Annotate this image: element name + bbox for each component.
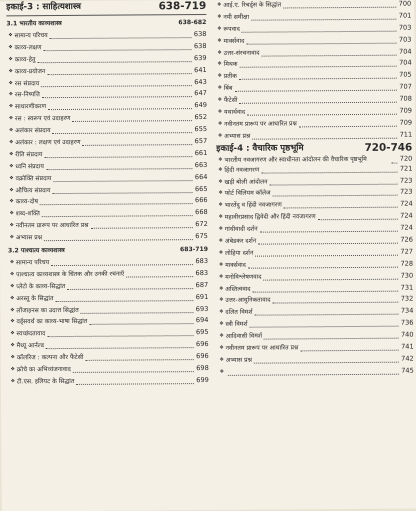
toc-entry-title: बिंब xyxy=(223,85,233,93)
bullet-icon: ❖ xyxy=(218,237,224,244)
bullet-icon: ❖ xyxy=(218,156,223,163)
dot-leader xyxy=(239,61,397,68)
dot-leader xyxy=(261,166,398,173)
toc-entry-title: शब्द-शक्ति xyxy=(15,210,40,218)
toc-entry-title: स्त्री विमर्श xyxy=(225,320,248,329)
unit-4-toc xyxy=(216,154,414,378)
dot-leader xyxy=(46,342,194,349)
toc-entry-title: पाश्चात्य काव्यशास्त्र के चिंतक और उनकी रचनाएँ xyxy=(16,270,125,279)
dot-leader xyxy=(37,56,192,63)
toc-entry-title: हिंदी नवजागरण xyxy=(224,166,260,174)
dot-leader xyxy=(239,97,397,104)
toc-entry-page: 711 xyxy=(399,130,413,139)
right-column xyxy=(215,0,415,510)
bullet-icon: ❖ xyxy=(10,306,15,313)
left-toc xyxy=(6,16,209,388)
toc-entry-title: मार्क्सवाद xyxy=(225,261,246,269)
bullet-icon: ❖ xyxy=(10,378,16,385)
toc-entry-page: 672 xyxy=(195,220,208,229)
toc-entry-page: 664 xyxy=(194,172,208,181)
bullet-icon: ❖ xyxy=(217,73,223,80)
toc-entry-page: 649 xyxy=(194,101,207,110)
toc-entry-title: फैंटेसी xyxy=(223,96,238,105)
bullet-icon: ❖ xyxy=(9,186,14,193)
dot-leader xyxy=(47,330,194,337)
bullet-icon: ❖ xyxy=(218,261,224,268)
toc-entry-title: लोहिया दर्शन xyxy=(224,249,254,257)
dot-leader xyxy=(67,283,193,290)
bullet-icon: ❖ xyxy=(219,344,224,351)
toc-entry-page: 709 xyxy=(399,118,413,127)
toc-entry-page: 701 xyxy=(398,11,412,20)
bullet-icon: ❖ xyxy=(8,79,14,86)
bullet-icon: ❖ xyxy=(9,175,14,182)
toc-entry-page: 661 xyxy=(194,148,208,157)
dot-leader xyxy=(242,25,397,32)
dot-leader xyxy=(264,333,399,340)
toc-entry-page: 728 xyxy=(400,259,414,268)
bullet-icon: ❖ xyxy=(8,91,14,98)
toc-entry-page: 721 xyxy=(399,164,413,173)
bullet-icon: ❖ xyxy=(10,295,15,302)
dot-leader xyxy=(252,132,397,139)
toc-entry-title: मिथक xyxy=(223,61,238,69)
toc-entry-title: नवीनतम प्रारूप पर आधारित प्रश्न xyxy=(224,120,297,128)
toc-entry-title: लोंजाइनस का उदात्त सिद्धांत xyxy=(16,306,79,314)
bullet-icon: ❖ xyxy=(218,214,223,221)
toc-entry-title: मैथ्यू आर्नल्ड xyxy=(16,342,45,350)
unit-3-title: इकाई-3 : साहित्यशास्त्र xyxy=(6,1,82,13)
section-title: पाश्चात्य काव्यशास्त्र xyxy=(20,247,65,255)
toc-entry-title: औचित्य संप्रदाय xyxy=(15,186,51,194)
bullet-icon: ❖ xyxy=(9,222,15,229)
toc-entry-title: प्लेटो के काव्य-सिद्धांत xyxy=(16,282,66,291)
dot-leader xyxy=(246,37,397,44)
bullet-icon: ❖ xyxy=(8,139,14,146)
section-title: भारतीय काव्यशास्त्र xyxy=(19,20,62,28)
bullet-icon: ❖ xyxy=(8,127,14,134)
bullet-icon: ❖ xyxy=(9,198,14,205)
bullet-icon: ❖ xyxy=(219,297,224,304)
dot-leader xyxy=(40,199,193,206)
dot-leader xyxy=(73,366,194,373)
bullet-icon: ❖ xyxy=(219,333,224,340)
toc-entry-page: 641 xyxy=(194,65,207,74)
bullet-icon: ❖ xyxy=(9,234,15,241)
toc-entry-title: अरस्तू के सिद्धांत xyxy=(16,294,54,303)
dot-leader xyxy=(284,202,398,209)
toc-entry-page: 741 xyxy=(401,342,414,351)
toc-entry-title: काव्य-लक्षण xyxy=(14,44,42,52)
dot-leader xyxy=(258,238,398,245)
toc-entry-title: ध्वनि संप्रदाय xyxy=(15,162,44,171)
bullet-icon: ❖ xyxy=(9,271,15,278)
dot-leader xyxy=(300,345,399,352)
bullet-icon: ❖ xyxy=(217,25,222,32)
toc-entry-title: अभ्यास प्रश्न xyxy=(224,132,251,140)
dot-leader xyxy=(52,187,193,194)
dot-leader xyxy=(42,210,193,217)
toc-entry-title: रूपवाद xyxy=(223,25,240,33)
toc-entry-page: 647 xyxy=(194,89,207,98)
toc-entry-title: फोर्ट विलियम कॉलेज xyxy=(224,190,271,198)
toc-entry-page: 700 xyxy=(398,0,412,8)
bullet-icon: ❖ xyxy=(217,132,223,139)
dot-leader xyxy=(272,297,398,304)
dot-leader xyxy=(255,250,398,257)
bullet-icon: ❖ xyxy=(218,273,224,280)
toc-entry-page: 731 xyxy=(400,283,414,292)
bullet-icon: ❖ xyxy=(217,120,223,127)
dot-leader xyxy=(46,163,193,170)
dot-leader xyxy=(299,121,398,128)
right-toc-continued xyxy=(215,0,412,143)
bullet-icon: ❖ xyxy=(217,61,222,68)
bullet-icon: ❖ xyxy=(218,178,223,185)
toc-entry-title: रीति संप्रदाय xyxy=(15,151,43,159)
dot-leader xyxy=(261,49,397,56)
dot-leader xyxy=(48,103,192,110)
dot-leader xyxy=(318,214,399,221)
section-label xyxy=(6,17,61,30)
toc-entry-title: मार्क्सवाद xyxy=(223,37,245,45)
toc-entry-title: अभ्यास प्रश्न xyxy=(15,234,43,242)
bullet-icon: ❖ xyxy=(10,318,15,325)
toc-entry-page: 730 xyxy=(400,271,414,280)
toc-entry-title: वर्ड्सवर्थ का काव्य-भाषा सिद्धांत xyxy=(16,318,88,326)
toc-entry-title: रस-निष्पत्ति xyxy=(14,91,40,99)
bullet-icon: ❖ xyxy=(217,85,223,92)
toc-entry-page: 696 xyxy=(196,352,209,361)
dot-leader xyxy=(44,151,192,158)
dot-leader xyxy=(44,44,192,51)
bullet-icon: ❖ xyxy=(219,368,225,375)
toc-entry-title: भारतेंदु व हिंदी नवजागरण xyxy=(224,201,282,210)
dot-leader xyxy=(85,354,194,361)
dot-leader xyxy=(248,261,399,268)
dot-leader xyxy=(254,357,399,364)
toc-entry-title: आदिवासी विमर्श xyxy=(225,332,262,341)
section-page-range: 683-719 xyxy=(179,246,208,254)
toc-entry-title: काव्य-हेतु xyxy=(14,55,36,64)
toc-entry-page: 724 xyxy=(400,223,413,232)
dot-leader xyxy=(251,14,397,21)
toc-entry-title: अभ्यास प्रश्न xyxy=(225,356,252,364)
toc-entry-title: दलित विमर्श xyxy=(225,309,253,317)
toc-entry-page: 643 xyxy=(194,77,207,86)
toc-entry-page: 691 xyxy=(195,292,209,301)
toc-entry-title: गांधीवादी दर्शन xyxy=(224,225,258,234)
toc-entry-page: 683 xyxy=(195,268,209,278)
section-page-range: 638-682 xyxy=(178,19,207,27)
toc-entry-title: खड़ी बोली आंदोलन xyxy=(224,178,268,186)
toc-entry-page: 707 xyxy=(399,82,412,91)
dot-leader xyxy=(47,68,192,75)
dot-leader xyxy=(72,115,192,122)
dot-leader xyxy=(76,378,194,385)
dot-leader xyxy=(255,309,399,316)
toc-entry-page: 655 xyxy=(194,125,208,134)
dot-leader xyxy=(41,80,192,87)
toc-entry-title: कॉलरिज : कल्पना और फैंटेसी xyxy=(16,354,84,362)
toc-entry-page: 704 xyxy=(399,59,412,68)
dot-leader xyxy=(392,157,398,163)
toc-entry-title: काव्य-प्रयोजन xyxy=(14,67,46,76)
toc-entry-title: अलंकार : लक्षण एवं उदाहरण xyxy=(15,138,81,147)
dot-leader xyxy=(263,273,398,280)
toc-entry-title: उत्तर-आधुनिकतावाद xyxy=(225,297,271,305)
dot-leader xyxy=(270,178,398,185)
toc-entry-page: 742 xyxy=(401,354,414,363)
toc-entry-page: 745 xyxy=(401,366,414,375)
unit-4-title: इकाई-4 : वैचारिक पृष्ठभूमि xyxy=(216,143,304,154)
toc-entry-page: 705 xyxy=(399,70,412,80)
toc-entry-title: स्वच्छंदतावाद xyxy=(16,330,46,338)
dot-leader xyxy=(253,285,399,292)
toc-entry-title: काव्य-दोष xyxy=(15,198,39,206)
bullet-icon: ❖ xyxy=(217,37,222,44)
bullet-icon: ❖ xyxy=(218,285,224,292)
toc-entry-page: 694 xyxy=(195,316,209,325)
toc-entry-title: उत्तर-संरचनावाद xyxy=(223,49,260,57)
toc-entry-title: क्रोचे का अभिव्यंजनावाद xyxy=(16,366,71,374)
toc-entry-page: 652 xyxy=(194,113,208,122)
unit-4-range: 720-746 xyxy=(364,141,413,154)
toc-entry-title: आई.ए. रिचर्ड्स के सिद्धांत xyxy=(223,1,282,9)
toc-entry-page: 696 xyxy=(196,340,209,349)
toc-entry-page: 708 xyxy=(399,94,412,103)
toc-entry-title: सामान्य परिचय xyxy=(16,259,50,267)
dot-leader xyxy=(81,307,194,314)
toc-entry-page: 704 xyxy=(398,47,412,56)
toc-entry-page: 703 xyxy=(398,23,412,32)
dot-leader xyxy=(42,91,192,98)
toc-entry-page: 709 xyxy=(399,106,413,115)
bullet-icon: ❖ xyxy=(9,283,15,290)
toc-entry-title: भारतीय नवजागरण और स्वाधीनता आंदोलन की वैचारिक पृष्ठभूमि xyxy=(224,155,367,164)
bullet-icon: ❖ xyxy=(9,259,15,266)
dot-leader xyxy=(89,319,194,326)
dot-leader xyxy=(90,222,193,229)
bullet-icon: ❖ xyxy=(217,97,223,104)
toc-entry-page: 657 xyxy=(194,137,208,146)
toc-entry-title: अंबेडकर दर्शन xyxy=(224,237,257,245)
bullet-icon: ❖ xyxy=(218,166,223,173)
dot-leader xyxy=(126,271,193,277)
bullet-icon: ❖ xyxy=(8,115,14,122)
toc-entry-page: 723 xyxy=(399,188,413,197)
dot-leader xyxy=(247,109,397,116)
bullet-icon: ❖ xyxy=(10,330,15,337)
unit-3-heading xyxy=(6,0,206,14)
toc-entry xyxy=(9,375,209,388)
bullet-icon: ❖ xyxy=(9,151,14,158)
toc-entry-page: 663 xyxy=(194,160,208,169)
dot-leader xyxy=(234,85,397,92)
section-label xyxy=(8,244,65,257)
bullet-icon: ❖ xyxy=(8,32,13,39)
bullet-icon: ❖ xyxy=(218,249,224,256)
toc-entry-page: 726 xyxy=(400,235,413,244)
toc-entry-page: 683 xyxy=(195,257,209,266)
bullet-icon: ❖ xyxy=(218,202,223,209)
toc-entry-page: 693 xyxy=(195,304,209,313)
bullet-icon: ❖ xyxy=(8,103,14,110)
toc-entry-page: 699 xyxy=(196,375,209,385)
toc-entry-page: 675 xyxy=(195,232,208,241)
toc-entry-page: 723 xyxy=(399,176,413,185)
bullet-icon: ❖ xyxy=(216,1,222,8)
toc-entry-title: यथार्थवाद xyxy=(223,108,246,116)
bullet-icon: ❖ xyxy=(9,163,14,170)
dot-leader xyxy=(53,175,193,182)
dot-leader xyxy=(283,2,397,9)
dot-leader xyxy=(260,226,399,233)
toc-entry-page: 638 xyxy=(193,41,207,50)
toc-entry-page: 666 xyxy=(194,196,208,205)
toc-entry-title: रस संप्रदाय xyxy=(14,79,40,87)
bullet-icon: ❖ xyxy=(219,309,224,316)
toc-entry-page: 665 xyxy=(194,184,208,193)
toc-entry-page: 668 xyxy=(195,208,208,217)
bullet-icon: ❖ xyxy=(8,44,13,51)
bullet-icon: ❖ xyxy=(10,366,16,373)
bullet-icon: ❖ xyxy=(218,190,223,197)
toc-entry-page: 639 xyxy=(194,53,207,62)
bullet-icon: ❖ xyxy=(217,13,222,20)
toc-entry-title: अलंकार संप्रदाय xyxy=(15,127,51,135)
bullet-icon: ❖ xyxy=(10,354,15,361)
toc-entry-title: वक्रोक्ति संप्रदाय xyxy=(15,174,52,183)
toc-entry-title: नयी समीक्षा xyxy=(223,13,250,21)
toc-entry-page: 734 xyxy=(400,306,414,316)
toc-entry-title: अस्तित्ववाद xyxy=(225,285,251,293)
dot-leader xyxy=(239,73,397,80)
toc-entry xyxy=(218,365,414,378)
dot-leader xyxy=(55,295,193,302)
toc-entry-page: 724 xyxy=(400,199,413,209)
toc-entry-page: 695 xyxy=(195,328,209,337)
dot-leader xyxy=(44,234,193,241)
toc-entry-title: सामान्य परिचय xyxy=(14,32,48,40)
toc-entry-page: 703 xyxy=(398,35,412,44)
bullet-icon: ❖ xyxy=(8,56,13,63)
toc-entry-title: मनोविश्लेषणवाद xyxy=(225,273,262,281)
toc-entry xyxy=(216,154,412,164)
toc-entry-page: 727 xyxy=(400,247,414,256)
toc-entry-title: नवीनतम प्रारूप पर आधारित प्रश्न xyxy=(15,222,89,230)
left-column xyxy=(6,0,210,511)
section-number: 3.1 xyxy=(6,20,18,28)
toc-entry-page: 740 xyxy=(400,330,414,339)
bullet-icon: ❖ xyxy=(219,321,224,328)
section-number: 3.2 xyxy=(7,247,19,255)
toc-entry-title: टी.एस. इलियट के सिद्धांत xyxy=(16,377,75,386)
unit-3-range: 638-719 xyxy=(158,0,207,13)
dot-leader xyxy=(273,190,398,197)
toc-entry-page: 638 xyxy=(193,30,207,39)
toc-entry-page: 687 xyxy=(195,280,209,289)
bullet-icon: ❖ xyxy=(217,108,223,115)
toc-entry-page: 724 xyxy=(400,211,413,220)
bullet-icon: ❖ xyxy=(10,342,15,349)
toc-entry-page: 732 xyxy=(400,295,414,304)
toc-entry-page: 698 xyxy=(196,364,209,373)
toc-entry-title: साधारणीकरण xyxy=(14,103,47,111)
dot-leader xyxy=(249,321,398,328)
dot-leader xyxy=(50,32,192,39)
toc-entry-title: प्रतीक xyxy=(223,73,237,81)
toc-entry-title: रस : स्वरूप एवं उदाहरण xyxy=(15,115,71,123)
dot-leader xyxy=(51,259,193,266)
dot-leader xyxy=(228,368,399,375)
bullet-icon: ❖ xyxy=(8,68,13,75)
bullet-icon: ❖ xyxy=(9,210,14,217)
toc-entry-title: नवीनतम प्रारूप पर आधारित प्रश्न xyxy=(225,344,299,352)
bullet-icon: ❖ xyxy=(218,226,224,233)
bullet-icon: ❖ xyxy=(219,356,224,363)
toc-entry-page: 736 xyxy=(400,318,414,327)
toc-entry-page: 720 xyxy=(399,154,413,163)
bullet-icon: ❖ xyxy=(217,49,222,56)
toc-entry-title: महावीरप्रसाद द्विवेदी और हिंदी नवजागरण xyxy=(224,213,316,222)
dot-leader xyxy=(82,139,192,146)
dot-leader xyxy=(53,127,193,134)
